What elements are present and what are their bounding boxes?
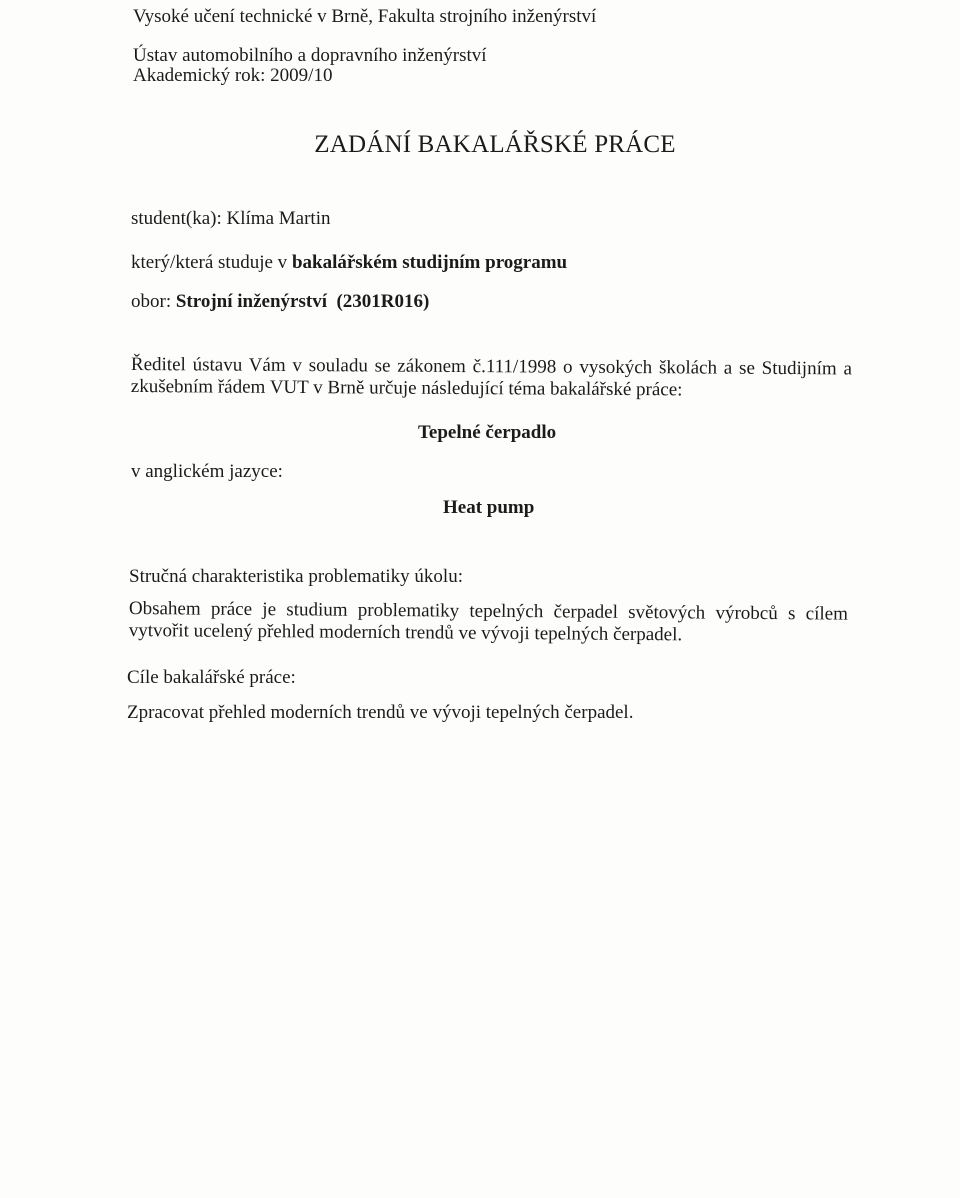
characteristics-line-2: vytvořit ucelený přehled moderních trendů ve vývoji tepelných čerpadel.: [128, 619, 683, 646]
field-name: Strojní inženýrství (2301R016): [175, 291, 430, 312]
director-line-2: zkušebním řádem VUT v Brně určuje následující téma bakalářské práce:: [130, 375, 683, 401]
program-line: [131, 252, 567, 274]
program-name: bakalářském studijním programu: [291, 252, 568, 273]
director-line-1: Ředitel ústavu Vám v souladu se zákonem č.111/1998 o vysokých školách a se Studijním a: [130, 354, 852, 380]
characteristics-line-1: Obsahem práce je studium problematiky tepelných čerpadel světových výrobců s cílem: [128, 598, 848, 625]
program-prefix: který/která studuje v: [131, 252, 288, 273]
institute-name: Ústav automobilního a dopravního inženýrství: [133, 45, 487, 66]
school-name: Vysoké učení technické v Brně, Fakulta strojního inženýrství: [133, 6, 597, 27]
characteristics-label: Stručná charakteristika problematiky úkolu:: [129, 566, 463, 587]
student-line: [131, 208, 330, 230]
student-name: Klíma Martin: [226, 208, 331, 229]
page-title: ZADÁNÍ BAKALÁŘSKÉ PRÁCE: [314, 131, 676, 158]
topic-english: Heat pump: [443, 497, 535, 518]
topic-czech: Tepelné čerpadlo: [418, 422, 557, 443]
director-paragraph: [131, 354, 852, 402]
academic-year: Akademický rok: 2009/10: [133, 65, 333, 86]
topic-english-label: v anglickém jazyce:: [131, 461, 283, 482]
student-label: student(ka):: [131, 208, 222, 229]
field-line: [131, 291, 429, 313]
characteristics-paragraph: [129, 598, 848, 648]
field-label: obor:: [131, 291, 172, 312]
goals-text: Zpracovat přehled moderních trendů ve vývoji tepelných čerpadel.: [127, 702, 634, 723]
goals-label: Cíle bakalářské práce:: [127, 667, 296, 688]
